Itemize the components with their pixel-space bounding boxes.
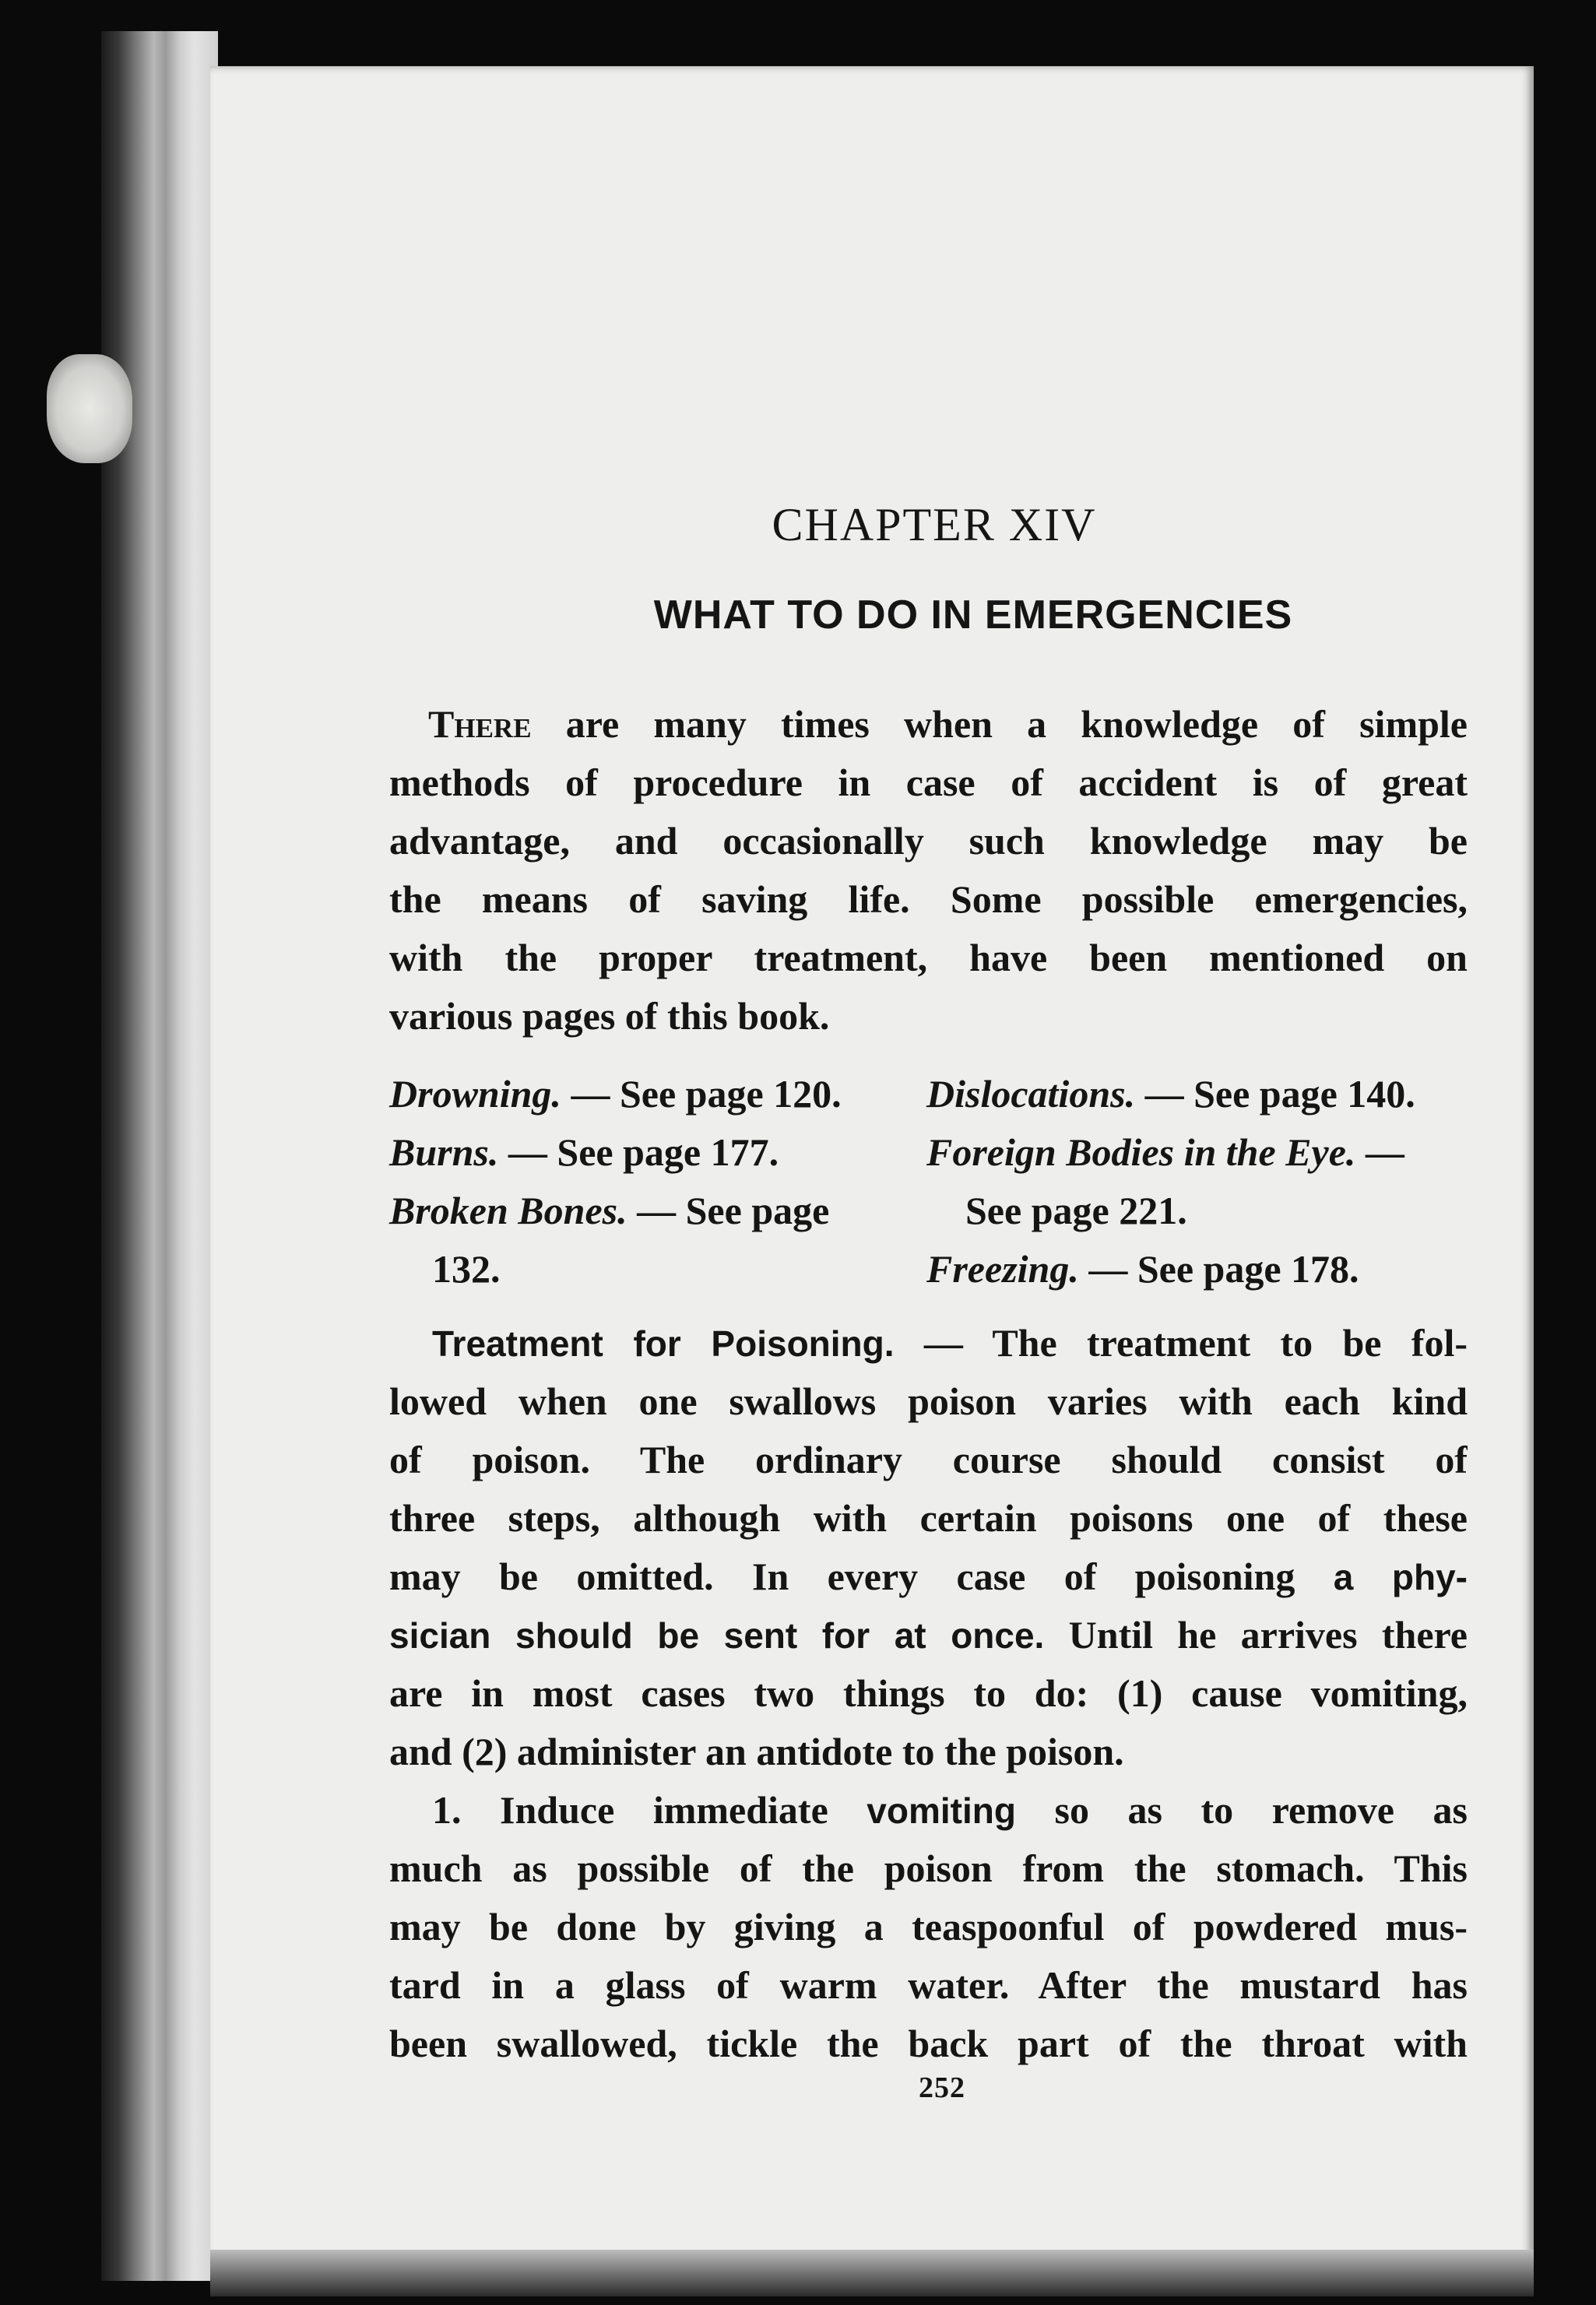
reference-dislocations: [926, 1066, 1415, 1121]
step-1-line: much as possible of the poison from the stomach. This: [389, 1846, 1468, 1890]
reference-page: — See page 178.: [1078, 1247, 1359, 1291]
intro-line: methods of procedure in case of accident is of great: [389, 761, 1468, 804]
poisoning-line: three steps, although with certain poisons one of these: [389, 1496, 1468, 1540]
intro-line: various pages of this book.: [389, 994, 830, 1038]
reference-term: Dislocations.: [926, 1072, 1136, 1116]
reference-term: Foreign Bodies in the Eye.: [926, 1130, 1356, 1174]
step-1-line: [432, 1783, 1468, 1837]
reference-freezing: [926, 1242, 1359, 1296]
reference-drowning: [389, 1066, 842, 1121]
poisoning-line: of poison. The ordinary course should consist of: [389, 1438, 1468, 1481]
poisoning-line: [389, 1549, 1468, 1604]
poisoning-line-text: — The treatment to be fol-: [894, 1321, 1468, 1365]
reference-page: —: [1355, 1130, 1404, 1174]
poisoning-line: are in most cases two things to do: (1) cause vomiting,: [389, 1671, 1468, 1715]
chapter-title: WHAT TO DO IN EMERGENCIES: [653, 592, 1293, 638]
poisoning-line: [389, 1608, 1468, 1662]
reference-page: — See page: [627, 1189, 830, 1232]
step-1-emphasis: vomiting: [867, 1790, 1016, 1831]
poisoning-line-text: Until he arrives there: [1044, 1613, 1468, 1657]
reference-broken-bones-page: 132.: [432, 1247, 501, 1291]
binding-tab: [47, 354, 132, 463]
reference-foreign-bodies: [926, 1125, 1404, 1179]
page-bottom-shadow: [210, 2250, 1534, 2296]
step-1-line: may be done by giving a teaspoonful of powdered mus-: [389, 1905, 1468, 1948]
poisoning-line: [432, 1316, 1468, 1370]
intro-line-text: are many times when a knowledge of simple: [531, 702, 1468, 746]
intro-line: with the proper treatment, have been mentioned on: [389, 936, 1468, 979]
intro-lead-word: There: [428, 702, 532, 746]
poisoning-line-text: may be omitted. In every case of poisoning: [389, 1555, 1334, 1598]
poisoning-line: lowed when one swallows poison varies with each kind: [389, 1379, 1468, 1423]
step-1-text: so as to remove as: [1015, 1788, 1468, 1832]
reference-term: Freezing.: [926, 1247, 1079, 1291]
poisoning-emphasis: sician should be sent for at once.: [389, 1615, 1045, 1656]
reference-page: — See page 177.: [498, 1130, 779, 1174]
reference-broken-bones: [389, 1183, 829, 1238]
reference-page: — See page 120.: [561, 1072, 842, 1116]
reference-term: Broken Bones.: [389, 1189, 628, 1232]
poisoning-emphasis: a phy-: [1333, 1557, 1468, 1597]
reference-term: Drowning.: [389, 1072, 561, 1116]
chapter-number: CHAPTER XIV: [772, 499, 1097, 550]
poisoning-line: and (2) administer an antidote to the poison.: [389, 1730, 1124, 1773]
poisoning-heading: Treatment for Poisoning.: [432, 1323, 895, 1364]
reference-burns: [389, 1125, 779, 1179]
reference-foreign-bodies-page: See page 221.: [965, 1189, 1187, 1232]
page-number: 252: [919, 2071, 965, 2104]
reference-page: — See page 140.: [1135, 1072, 1415, 1116]
step-1-line: tard in a glass of warm water. After the mustard has: [389, 1963, 1468, 2007]
intro-line: the means of saving life. Some possible emergencies,: [389, 877, 1468, 921]
reference-term: Burns.: [389, 1130, 499, 1174]
step-1-line: been swallowed, tickle the back part of the throat with: [389, 2022, 1468, 2065]
intro-line: [428, 697, 1468, 751]
intro-line: advantage, and occasionally such knowledge may be: [389, 819, 1468, 863]
step-1-text: 1. Induce immediate: [432, 1788, 867, 1832]
